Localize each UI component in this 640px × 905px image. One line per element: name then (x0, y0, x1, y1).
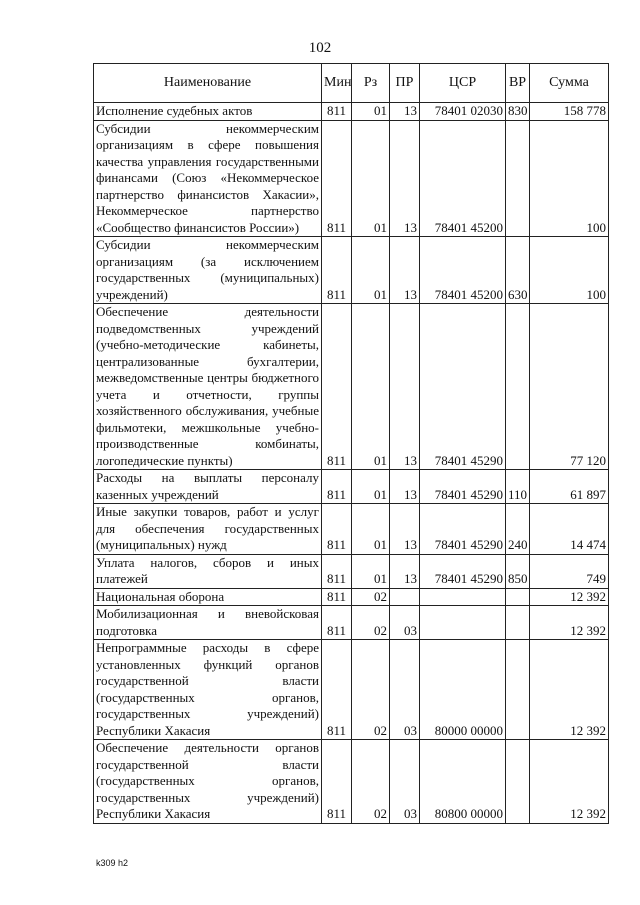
table-row (94, 120, 609, 237)
cell-vr: 830 (506, 103, 530, 121)
table-row (94, 588, 609, 606)
table-row (94, 237, 609, 304)
cell-min: 811 (322, 640, 352, 740)
cell-sum: 12 392 (530, 740, 609, 824)
cell-rz: 02 (352, 588, 390, 606)
cell-rz: 01 (352, 470, 390, 504)
cell-sum: 100 (530, 120, 609, 237)
cell-csr: 78401 45290 (420, 304, 506, 470)
cell-name: Исполнение судебных актов (94, 103, 322, 121)
header-min: Мин (322, 64, 352, 103)
cell-min: 811 (322, 237, 352, 304)
budget-table (93, 63, 609, 824)
cell-pr: 13 (390, 120, 420, 237)
cell-name: Обеспечение деятельности органов государственной власти (государственных органов, государственных учреждений) Республики Хакасия (94, 740, 322, 824)
cell-name: Мобилизационная и вневойсковая подготовка (94, 606, 322, 640)
cell-sum: 158 778 (530, 103, 609, 121)
cell-name: Субсидии некоммерческим организациям в сфере повышения качества управления государственными финансами (Союз «Некоммерческое партнерство финансистов Хакасии», Некоммерческое партнерство «Сообщество финансистов России») (94, 120, 322, 237)
cell-sum: 61 897 (530, 470, 609, 504)
page-number: 102 (308, 40, 332, 56)
table-row (94, 740, 609, 824)
cell-rz: 01 (352, 554, 390, 588)
cell-name: Иные закупки товаров, работ и услуг для обеспечения государственных (муниципальных) нужд (94, 504, 322, 555)
cell-csr: 78401 45290 (420, 554, 506, 588)
cell-vr: 850 (506, 554, 530, 588)
cell-vr (506, 120, 530, 237)
cell-sum: 749 (530, 554, 609, 588)
cell-rz: 01 (352, 504, 390, 555)
cell-min: 811 (322, 103, 352, 121)
cell-pr: 03 (390, 640, 420, 740)
cell-csr: 78401 45290 (420, 470, 506, 504)
cell-sum: 77 120 (530, 304, 609, 470)
header-rz: Рз (352, 64, 390, 103)
cell-pr: 13 (390, 237, 420, 304)
table-row (94, 470, 609, 504)
cell-min: 811 (322, 606, 352, 640)
cell-sum: 14 474 (530, 504, 609, 555)
header-pr: ПР (390, 64, 420, 103)
cell-rz: 01 (352, 304, 390, 470)
cell-vr: 110 (506, 470, 530, 504)
cell-vr: 630 (506, 237, 530, 304)
cell-pr: 13 (390, 554, 420, 588)
table-row (94, 304, 609, 470)
cell-rz: 01 (352, 237, 390, 304)
cell-pr: 13 (390, 304, 420, 470)
cell-csr (420, 606, 506, 640)
cell-pr: 03 (390, 740, 420, 824)
footer-code: k309 h2 (96, 858, 129, 868)
cell-csr: 78401 45290 (420, 504, 506, 555)
cell-rz: 01 (352, 103, 390, 121)
cell-pr (390, 588, 420, 606)
cell-min: 811 (322, 120, 352, 237)
cell-pr: 13 (390, 103, 420, 121)
table-row (94, 606, 609, 640)
cell-sum: 100 (530, 237, 609, 304)
cell-rz: 02 (352, 740, 390, 824)
table-body (94, 103, 609, 824)
cell-csr: 78401 45200 (420, 237, 506, 304)
cell-min: 811 (322, 504, 352, 555)
table-row (94, 103, 609, 121)
cell-rz: 02 (352, 606, 390, 640)
table-row (94, 504, 609, 555)
cell-pr: 13 (390, 504, 420, 555)
header-csr: ЦСР (420, 64, 506, 103)
cell-name: Непрограммные расходы в сфере установленных функций органов государственной власти (государственных органов, государственных учреждений) Республики Хакасия (94, 640, 322, 740)
header-sum: Сумма (530, 64, 609, 103)
cell-vr (506, 606, 530, 640)
cell-min: 811 (322, 304, 352, 470)
cell-rz: 02 (352, 640, 390, 740)
cell-name: Национальная оборона (94, 588, 322, 606)
cell-sum: 12 392 (530, 640, 609, 740)
cell-vr (506, 640, 530, 740)
header-name: Наименование (94, 64, 322, 103)
table-row (94, 554, 609, 588)
cell-pr: 03 (390, 606, 420, 640)
cell-csr: 78401 45200 (420, 120, 506, 237)
table-row (94, 640, 609, 740)
cell-min: 811 (322, 554, 352, 588)
cell-rz: 01 (352, 120, 390, 237)
cell-csr: 78401 02030 (420, 103, 506, 121)
cell-sum: 12 392 (530, 606, 609, 640)
cell-vr (506, 740, 530, 824)
cell-name: Обеспечение деятельности подведомственных учреждений (учебно-методические кабинеты, централизованные бухгалтерии, межведомственные центры бюджетного учета и отчетности, группы хозяйственного обслуживания, учебные фильмотеки, межшкольные учебно-производственные комбинаты, логопедические пункты) (94, 304, 322, 470)
cell-vr: 240 (506, 504, 530, 555)
cell-min: 811 (322, 740, 352, 824)
cell-name: Субсидии некоммерческим организациям (за исключением государственных (муниципальных) учреждений) (94, 237, 322, 304)
cell-name: Уплата налогов, сборов и иных платежей (94, 554, 322, 588)
header-vr: ВР (506, 64, 530, 103)
cell-min: 811 (322, 588, 352, 606)
table-header-row (94, 64, 609, 103)
cell-csr: 80800 00000 (420, 740, 506, 824)
cell-name: Расходы на выплаты персоналу казенных учреждений (94, 470, 322, 504)
cell-vr (506, 588, 530, 606)
cell-min: 811 (322, 470, 352, 504)
cell-vr (506, 304, 530, 470)
cell-csr: 80000 00000 (420, 640, 506, 740)
cell-csr (420, 588, 506, 606)
cell-pr: 13 (390, 470, 420, 504)
cell-sum: 12 392 (530, 588, 609, 606)
